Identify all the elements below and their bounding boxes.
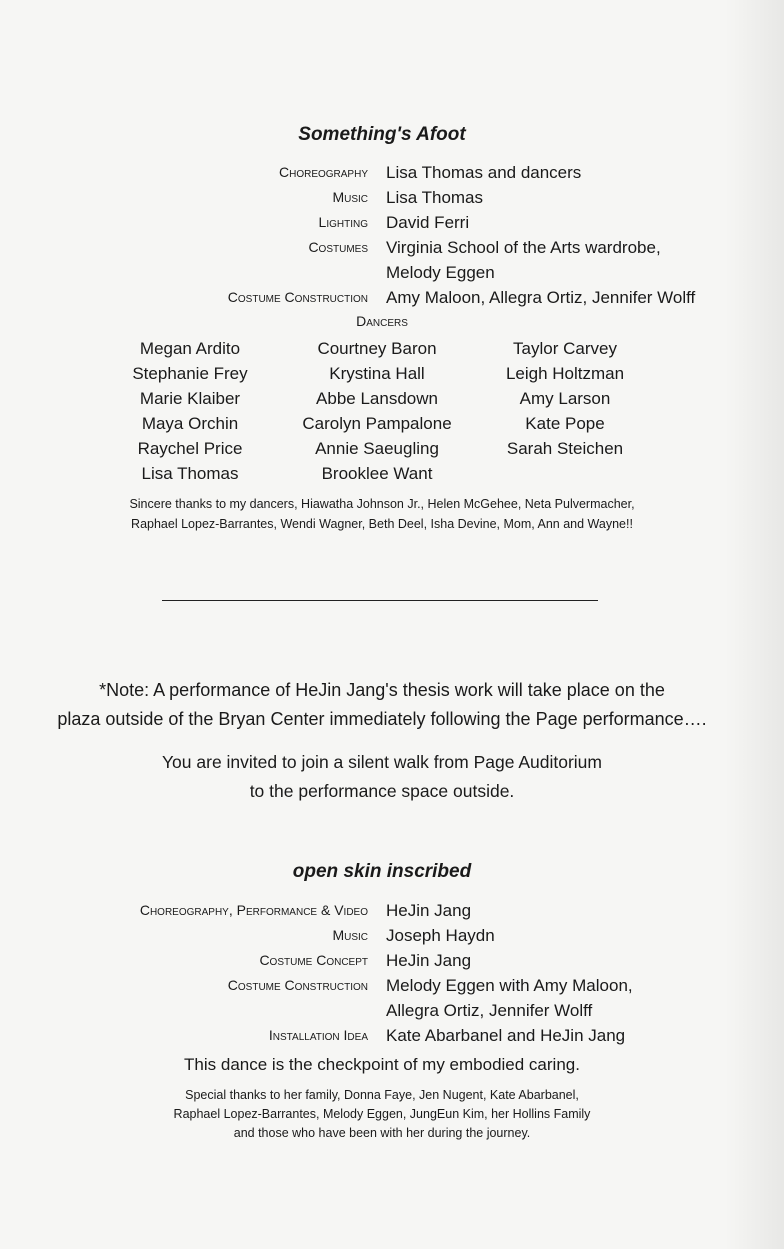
piece2-credits xyxy=(0,898,784,1048)
dancers-column-2 xyxy=(287,336,467,486)
credit-row-costume-construction-cont xyxy=(0,998,784,1023)
dancer-name: Raychel Price xyxy=(137,439,243,458)
credit-row-costume-construction xyxy=(0,973,784,998)
invite-line: You are invited to join a silent walk from Page Auditorium xyxy=(161,752,602,772)
dancers-column-1 xyxy=(110,336,270,486)
thanks-line: Raphael Lopez-Barrantes, Wendi Wagner, Beth Deel, Isha Devine, Mom, Ann and Wayne!! xyxy=(131,517,633,531)
dancer-name: Sarah Steichen xyxy=(506,439,624,458)
credit-role: Choreography, Performance & Video xyxy=(139,902,368,918)
credit-names: Melody Eggen with Amy Maloon, xyxy=(386,976,633,995)
dancer-name: Lisa Thomas xyxy=(141,464,239,483)
dancers-heading: Dancers xyxy=(356,313,408,329)
dancer-name: Kate Pope xyxy=(525,414,605,433)
credit-row-costume-concept xyxy=(0,948,784,973)
credit-row-costume-construction xyxy=(0,285,784,310)
dancer-name: Annie Saeugling xyxy=(315,439,439,458)
credit-row-music xyxy=(0,923,784,948)
credit-role: Costumes xyxy=(308,239,368,255)
section-divider xyxy=(162,600,598,601)
credit-role: Installation Idea xyxy=(268,1027,368,1043)
credit-names: Lisa Thomas and dancers xyxy=(386,163,582,182)
thanks-line: Raphael Lopez-Barrantes, Melody Eggen, JungEun Kim, her Hollins Family xyxy=(173,1107,591,1121)
credit-role: Music xyxy=(332,189,368,205)
dancer-name: Krystina Hall xyxy=(329,364,425,383)
dancer-name: Megan Ardito xyxy=(139,339,241,358)
credit-row-choreography xyxy=(0,898,784,923)
invite-line: to the performance space outside. xyxy=(249,781,515,801)
credit-row-costumes xyxy=(0,235,784,260)
note-line: plaza outside of the Bryan Center immediately following the Page performance…. xyxy=(57,709,707,729)
credit-role: Costume Construction xyxy=(227,977,368,993)
credit-row-installation-idea xyxy=(0,1023,784,1048)
credit-names: HeJin Jang xyxy=(386,951,472,970)
credit-names: HeJin Jang xyxy=(386,901,472,920)
dancer-name: Amy Larson xyxy=(519,389,611,408)
credit-row-music xyxy=(0,185,784,210)
dancer-name: Taylor Carvey xyxy=(513,339,617,358)
thanks-line: and those who have been with her during the journey. xyxy=(233,1126,531,1140)
credit-names: Melody Eggen xyxy=(386,263,495,282)
dancer-name: Marie Klaiber xyxy=(139,389,241,408)
credit-role: Costume Construction xyxy=(227,289,368,305)
piece1-thanks xyxy=(0,494,764,534)
thanks-line: Sincere thanks to my dancers, Hiawatha Johnson Jr., Helen McGehee, Neta Pulvermacher, xyxy=(129,497,635,511)
invite-block xyxy=(0,748,764,806)
dancer-name: Leigh Holtzman xyxy=(505,364,625,383)
dancers-column-3 xyxy=(485,336,645,461)
dancer-name: Abbe Lansdown xyxy=(316,389,438,408)
credit-names: David Ferri xyxy=(386,213,470,232)
credit-names: Virginia School of the Arts wardrobe, xyxy=(386,238,661,257)
credit-row-choreography xyxy=(0,160,784,185)
note-block xyxy=(0,676,764,734)
credit-names: Allegra Ortiz, Jennifer Wolff xyxy=(386,1001,593,1020)
piece2-title: open skin inscribed xyxy=(292,861,472,882)
dancer-name: Courtney Baron xyxy=(317,339,437,358)
credit-role: Choreography xyxy=(278,164,368,180)
credit-row-costumes-cont xyxy=(0,260,784,285)
dancer-name: Carolyn Pampalone xyxy=(302,414,452,433)
dancer-name: Maya Orchin xyxy=(141,414,239,433)
credit-row-lighting xyxy=(0,210,784,235)
credit-role: Music xyxy=(332,927,368,943)
piece2-thanks xyxy=(0,1086,764,1143)
dedication: This dance is the checkpoint of my embodied caring. xyxy=(184,1055,580,1074)
credit-names: Kate Abarbanel and HeJin Jang xyxy=(386,1026,626,1045)
credit-role: Costume Concept xyxy=(259,952,368,968)
credit-names: Lisa Thomas xyxy=(386,188,484,207)
credit-names: Amy Maloon, Allegra Ortiz, Jennifer Wolff xyxy=(386,288,696,307)
thanks-line: Special thanks to her family, Donna Faye, Jen Nugent, Kate Abarbanel, xyxy=(185,1088,579,1102)
credit-names: Joseph Haydn xyxy=(386,926,495,945)
piece1-credits xyxy=(0,160,784,310)
dancer-name: Brooklee Want xyxy=(321,464,433,483)
credit-role: Lighting xyxy=(318,214,368,230)
piece1-title: Something's Afoot xyxy=(298,124,466,145)
note-line: *Note: A performance of HeJin Jang's thesis work will take place on the xyxy=(99,680,665,700)
dancer-name: Stephanie Frey xyxy=(132,364,248,383)
